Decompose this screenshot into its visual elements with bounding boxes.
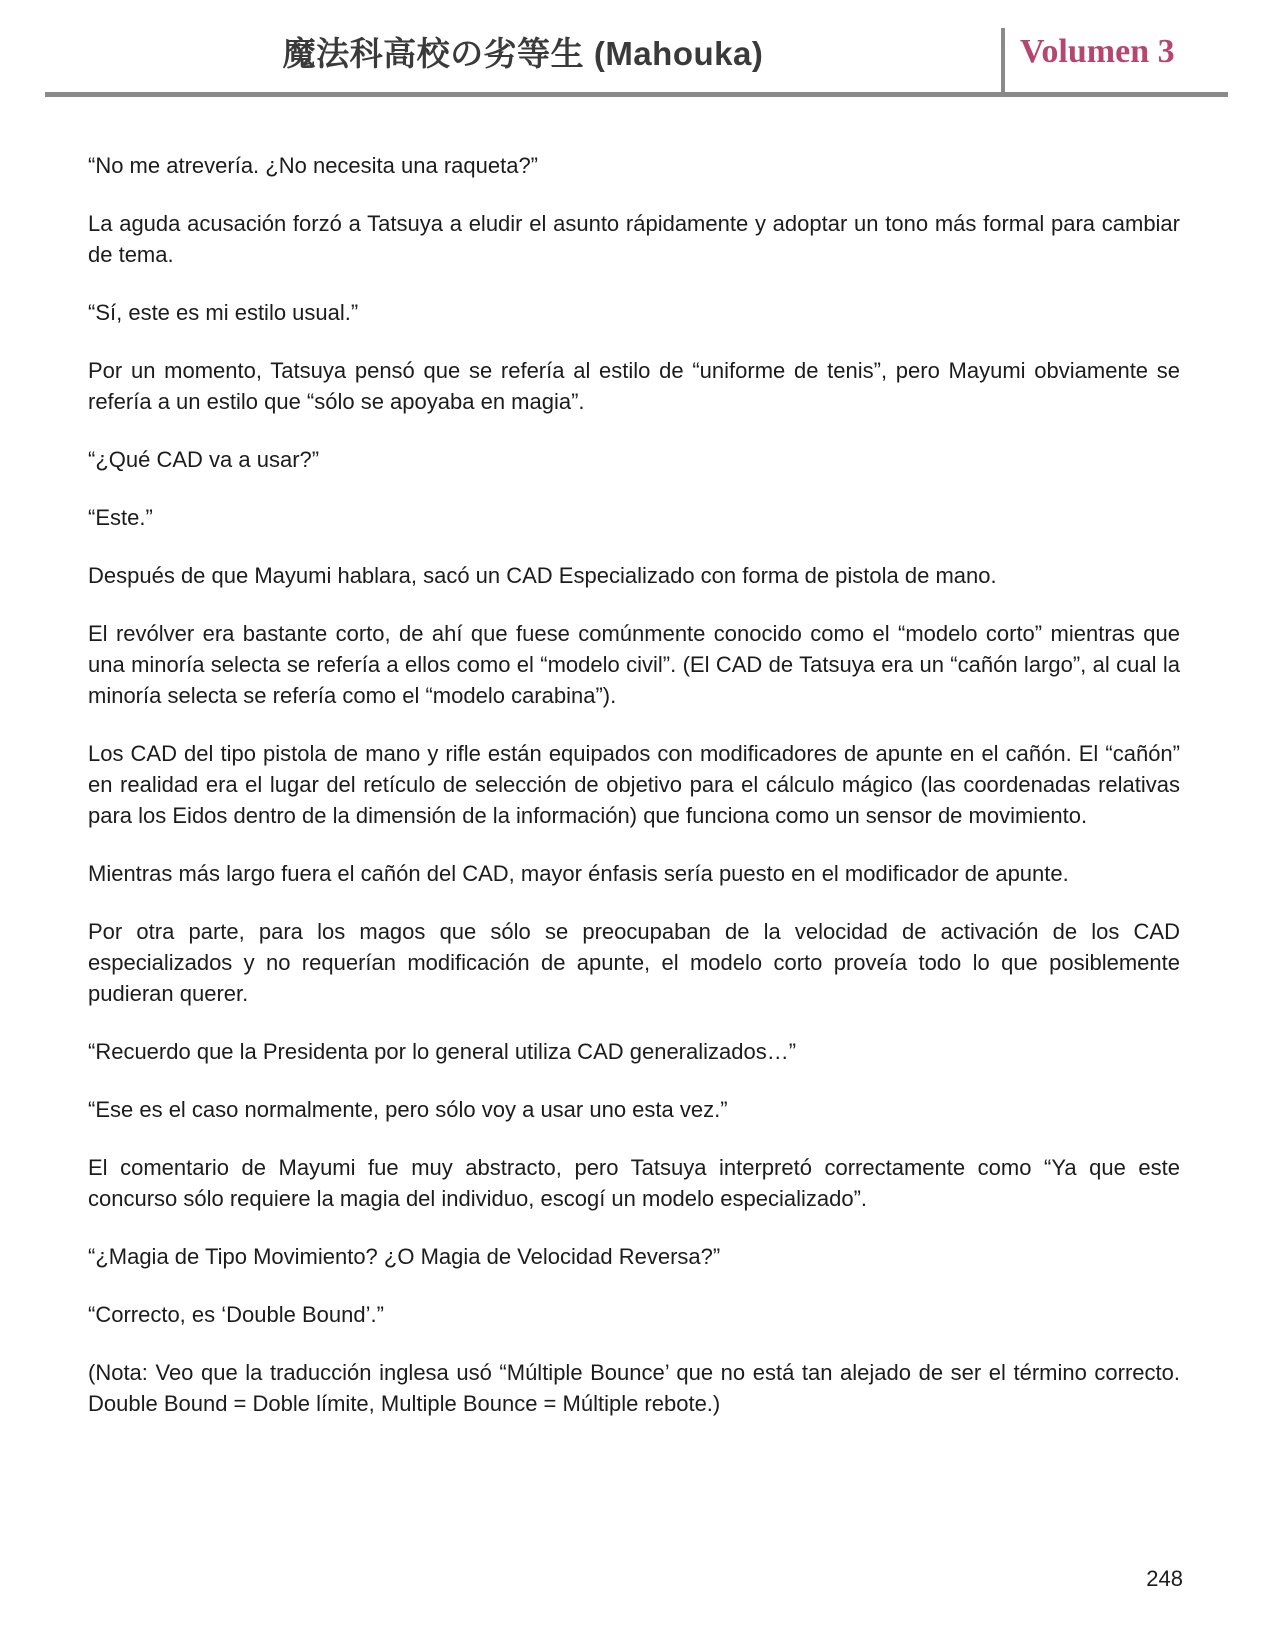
paragraph: Después de que Mayumi hablara, sacó un CAD Especializado con forma de pistola de mano. — [88, 563, 997, 588]
paragraph: El revólver era bastante corto, de ahí que fuese comúnmente conocido como el “modelo corto” mientras que una minoría selecta se refería a ellos como el “modelo civil”. (El CAD de Tatsuya era un “cañón largo”, al cual la minoría selecta se refería como el “modelo carabina”). — [88, 621, 1180, 708]
paragraph: “Sí, este es mi estilo usual.” — [88, 300, 359, 325]
paragraph: Por otra parte, para los magos que sólo se preocupaban de la velocidad de activación de los CAD especializados y no requerían modificación de apunte, el modelo corto proveía todo lo que posiblemente pudieran querer. — [88, 919, 1180, 1006]
paragraph: “Ese es el caso normalmente, pero sólo voy a usar uno esta vez.” — [88, 1097, 728, 1122]
paragraph: “Correcto, es ‘Double Bound’.” — [88, 1302, 384, 1327]
paragraph: Los CAD del tipo pistola de mano y rifle están equipados con modificadores de apunte en el cañón. El “cañón” en realidad era el lugar del retículo de selección de objetivo para el cálculo mágico (las coordenadas relativas para los Eidos dentro de la dimensión de la información) que funciona como un sensor de movimiento. — [88, 741, 1180, 828]
header-rule — [45, 92, 1228, 97]
paragraph: “Este.” — [88, 505, 153, 530]
paragraph: “No me atrevería. ¿No necesita una raqueta?” — [88, 153, 539, 178]
body-text — [88, 150, 1180, 1446]
page-title: 魔法科高校の劣等生 (Mahouka) — [282, 35, 764, 72]
paragraph: Mientras más largo fuera el cañón del CAD, mayor énfasis sería puesto en el modificador de apunte. — [88, 861, 1069, 886]
paragraph: La aguda acusación forzó a Tatsuya a eludir el asunto rápidamente y adoptar un tono más formal para cambiar de tema. — [88, 211, 1180, 267]
paragraph: “¿Qué CAD va a usar?” — [88, 447, 320, 472]
header-vertical-divider — [1001, 28, 1005, 97]
paragraph: (Nota: Veo que la traducción inglesa usó “Múltiple Bounce’ que no está tan alejado de ser el término correcto. Double Bound = Doble límite, Multiple Bounce = Múltiple rebote.) — [88, 1360, 1180, 1416]
paragraph: El comentario de Mayumi fue muy abstracto, pero Tatsuya interpretó correctamente como “Ya que este concurso sólo requiere la magia del individuo, escogí un modelo especializado”. — [88, 1155, 1180, 1211]
volume-label: Volumen 3 — [1020, 33, 1175, 70]
page-number: 248 — [1146, 1566, 1183, 1591]
paragraph: Por un momento, Tatsuya pensó que se refería al estilo de “uniforme de tenis”, pero Mayumi obviamente se refería a un estilo que “sólo se apoyaba en magia”. — [88, 358, 1180, 414]
paragraph: “Recuerdo que la Presidenta por lo general utiliza CAD generalizados…” — [88, 1039, 797, 1064]
paragraph: “¿Magia de Tipo Movimiento? ¿O Magia de Velocidad Reversa?” — [88, 1244, 721, 1269]
